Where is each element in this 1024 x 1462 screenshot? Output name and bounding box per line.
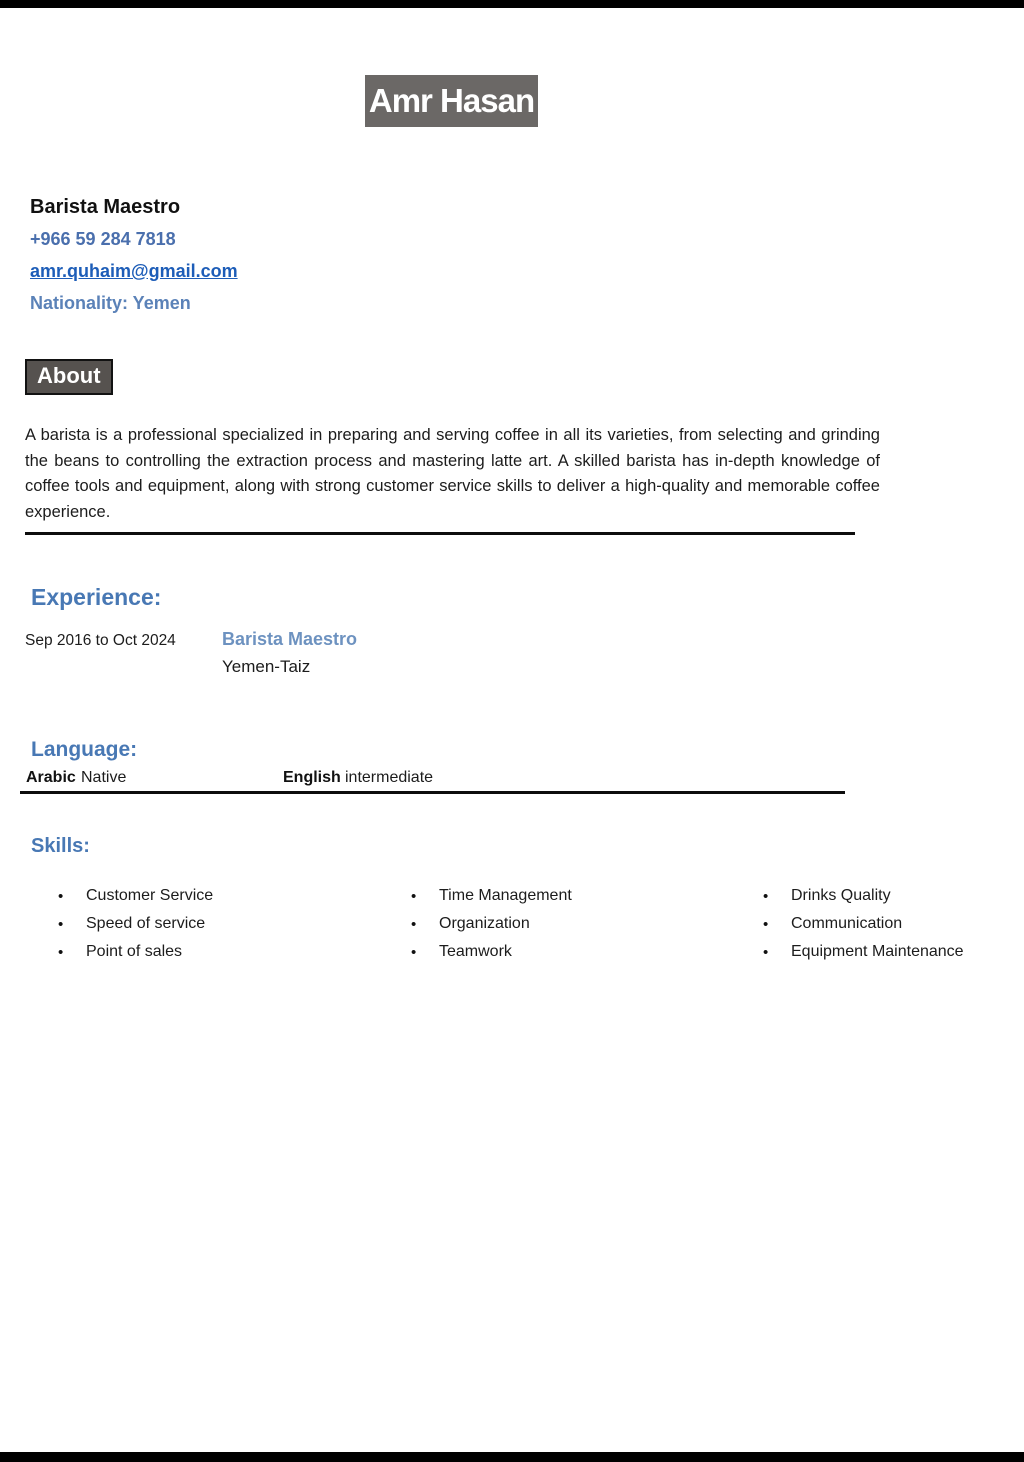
list-item — [411, 938, 572, 966]
skill-label: Speed of service — [86, 915, 206, 932]
experience-heading: Experience: — [31, 584, 162, 610]
list-item — [411, 882, 572, 910]
skill-label: Teamwork — [439, 943, 512, 960]
about-section-label: About — [25, 359, 113, 395]
job-title: Barista Maestro — [30, 196, 181, 218]
email-link[interactable]: amr.quhaim@gmail.com — [30, 261, 238, 281]
skills-column-3 — [763, 882, 964, 966]
list-item — [763, 910, 964, 938]
experience-location: Yemen-Taiz — [222, 657, 311, 676]
nationality: Nationality: Yemen — [30, 293, 191, 313]
skill-label: Point of sales — [86, 943, 183, 960]
language-level-arabic: Native — [81, 769, 127, 786]
resume-name-banner — [365, 75, 538, 127]
list-item — [58, 910, 213, 938]
language-name-arabic: Arabic — [26, 769, 76, 786]
language-name-english: English — [283, 769, 341, 786]
bullet-icon: • — [58, 915, 64, 933]
skills-column-1 — [58, 882, 213, 966]
skill-label: Customer Service — [86, 887, 214, 904]
list-item — [411, 910, 572, 938]
bullet-icon: • — [58, 943, 64, 961]
divider-after-about — [25, 532, 855, 535]
skill-label: Drinks Quality — [791, 887, 891, 904]
divider-after-language — [20, 791, 845, 794]
bullet-icon: • — [763, 887, 769, 905]
experience-role: Barista Maestro — [222, 629, 358, 649]
skills-heading: Skills: — [31, 835, 90, 857]
page-top-edge — [0, 0, 1024, 8]
bullet-icon: • — [411, 915, 417, 933]
bullet-icon: • — [763, 943, 769, 961]
skill-label: Time Management — [439, 887, 572, 904]
skills-column-2 — [411, 882, 572, 966]
language-level-english: intermediate — [345, 769, 434, 786]
bullet-icon: • — [763, 915, 769, 933]
experience-dates: Sep 2016 to Oct 2024 — [25, 632, 176, 649]
list-item — [763, 882, 964, 910]
about-paragraph: A barista is a professional specialized in preparing and serving coffee in all its varieties, from selecting and grinding the beans to controlling the extraction process and mastering latte art. A skilled barista has in-depth knowledge of coffee tools and equipment, along with strong customer service skills to deliver a high-quality and memorable coffee experience. — [25, 426, 880, 522]
skill-label: Equipment Maintenance — [791, 943, 964, 960]
bullet-icon: • — [411, 943, 417, 961]
bullet-icon: • — [411, 887, 417, 905]
language-heading: Language: — [31, 738, 138, 761]
list-item — [763, 938, 964, 966]
skill-label: Communication — [791, 915, 903, 932]
person-name: Amr Hasan — [368, 82, 535, 119]
skill-label: Organization — [439, 915, 530, 932]
list-item — [58, 938, 213, 966]
bullet-icon: • — [58, 887, 64, 905]
list-item — [58, 882, 213, 910]
phone-number: +966 59 284 7818 — [30, 229, 176, 249]
page-bottom-edge — [0, 1452, 1024, 1462]
